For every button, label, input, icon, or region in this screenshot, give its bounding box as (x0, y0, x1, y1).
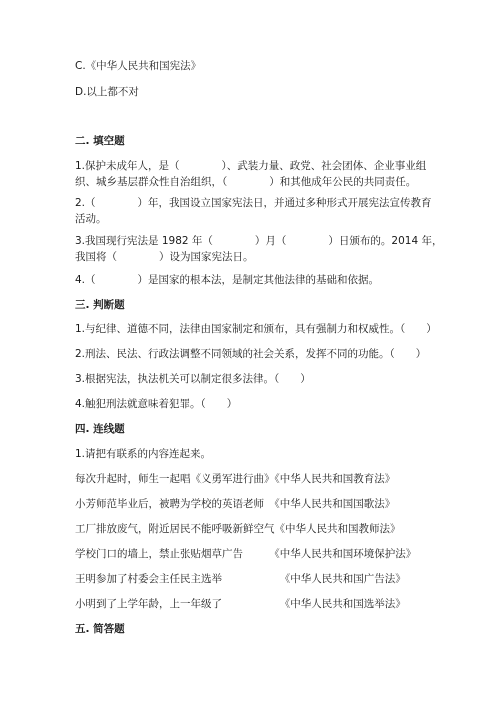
option-d: D.以上都不对 (75, 86, 139, 98)
section-heading-matching: 四. 连线题 (75, 423, 125, 435)
matching-row: 王明参加了村委会主任民主选举 《中华人民共和国广告法》 (75, 573, 406, 585)
fill-question-3-line-2: 我国将（ ）设为国家宪法日。 (75, 251, 254, 263)
matching-row: 每次升起时，师生一起唱《义勇军进行曲》《中华人民共和国教育法》 (75, 473, 396, 485)
matching-row: 工厂排放废气，附近居民不能呼吸新鲜空气《中华人民共和国教师法》 (75, 523, 401, 535)
judge-question-2: 2.刑法、民法、行政法调整不同领域的社会关系，发挥不同的功能。（ ） (75, 348, 427, 360)
fill-question-4: 4.（ ）是国家的根本法，是制定其他法律的基础和依据。 (75, 274, 380, 286)
fill-question-3-line-1: 3.我国现行宪法是 1982 年（ ）月（ ）日颁布的。2014 年， (75, 235, 443, 247)
option-c: C.《中华人民共和国宪法》 (75, 60, 202, 72)
fill-question-1-line-2: 织、城乡基层群众性自治组织，（ ）和其他成年公民的共同责任。 (75, 176, 417, 188)
fill-question-2-line-1: 2.（ ）年，我国设立国家宪法日，并通过多种形式开展宪法宣传教育 (75, 197, 432, 209)
section-heading-judge: 三. 判断题 (75, 299, 125, 311)
matching-row: 学校门口的墙上，禁止张贴烟草广告 《中华人民共和国环境保护法》 (75, 548, 417, 560)
fill-question-1-line-1: 1.保护未成年人，是（ ）、武装力量、政党、社会团体、企业事业组 (75, 160, 427, 172)
matching-instruction: 1.请把有联系的内容连起来。 (75, 448, 212, 460)
judge-question-1: 1.与纪律、道德不同，法律由国家制定和颁布，具有强制力和权威性。（ ） (75, 323, 437, 335)
section-heading-fill-in: 二. 填空题 (75, 135, 125, 147)
matching-row: 小明到了上学年龄，上一年级了 《中华人民共和国选举法》 (75, 598, 406, 610)
section-heading-short-answer: 五. 简答题 (75, 623, 125, 635)
judge-question-3: 3.根据宪法，执法机关可以制定很多法律。（ ） (75, 373, 311, 385)
matching-row: 小芳师范毕业后，被聘为学校的英语老师 《中华人民共和国国歌法》 (75, 498, 396, 510)
fill-question-2-line-2: 活动。 (75, 213, 107, 225)
judge-question-4: 4.触犯刑法就意味着犯罪。（ ） (75, 398, 238, 410)
